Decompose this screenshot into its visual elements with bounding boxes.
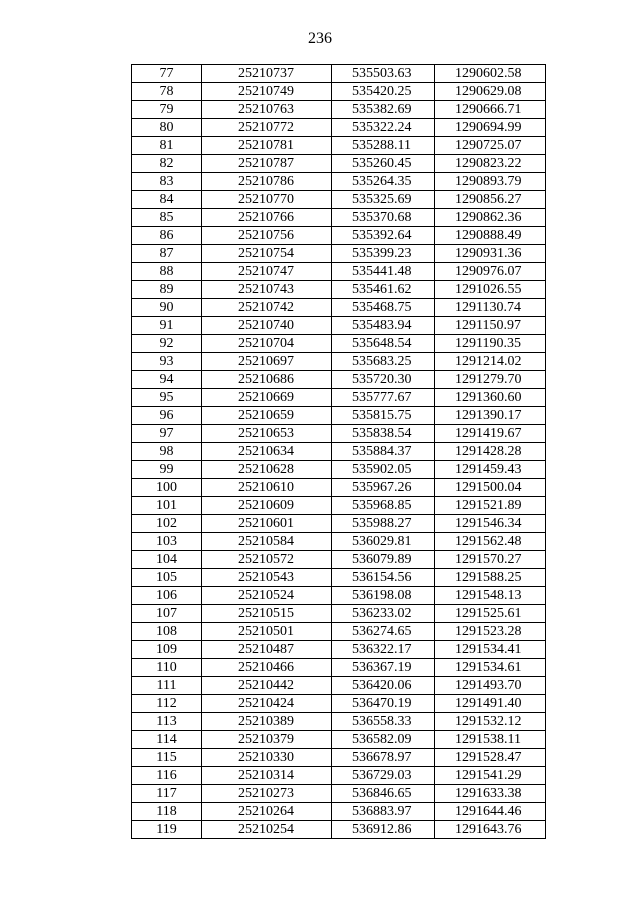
y-coordinate-cell: 1291360.60 (435, 389, 546, 407)
x-coordinate-cell: 535370.68 (332, 209, 435, 227)
table-row (132, 623, 546, 641)
x-coordinate-cell: 536233.02 (332, 605, 435, 623)
y-coordinate-cell: 1290931.36 (435, 245, 546, 263)
y-coordinate-cell: 1291523.28 (435, 623, 546, 641)
y-coordinate-cell: 1290976.07 (435, 263, 546, 281)
y-coordinate-cell: 1291214.02 (435, 353, 546, 371)
table-row (132, 551, 546, 569)
table-row (132, 497, 546, 515)
point-number-cell: 116 (132, 767, 202, 785)
point-number-cell: 86 (132, 227, 202, 245)
x-coordinate-cell: 536198.08 (332, 587, 435, 605)
y-coordinate-cell: 1291521.89 (435, 497, 546, 515)
y-coordinate-cell: 1291644.46 (435, 803, 546, 821)
point-number-cell: 92 (132, 335, 202, 353)
table-row (132, 191, 546, 209)
y-coordinate-cell: 1290893.79 (435, 173, 546, 191)
y-coordinate-cell: 1291279.70 (435, 371, 546, 389)
point-id-cell: 25210653 (202, 425, 332, 443)
point-id-cell: 25210442 (202, 677, 332, 695)
table-row (132, 785, 546, 803)
table-row (132, 803, 546, 821)
y-coordinate-cell: 1291532.12 (435, 713, 546, 731)
x-coordinate-cell: 535902.05 (332, 461, 435, 479)
point-number-cell: 109 (132, 641, 202, 659)
x-coordinate-cell: 535683.25 (332, 353, 435, 371)
x-coordinate-cell: 535382.69 (332, 101, 435, 119)
table-row (132, 137, 546, 155)
y-coordinate-cell: 1291534.61 (435, 659, 546, 677)
point-number-cell: 84 (132, 191, 202, 209)
x-coordinate-cell: 535441.48 (332, 263, 435, 281)
point-id-cell: 25210524 (202, 587, 332, 605)
table-row (132, 335, 546, 353)
point-id-cell: 25210572 (202, 551, 332, 569)
y-coordinate-cell: 1291390.17 (435, 407, 546, 425)
point-number-cell: 119 (132, 821, 202, 839)
point-id-cell: 25210704 (202, 335, 332, 353)
point-number-cell: 79 (132, 101, 202, 119)
point-number-cell: 97 (132, 425, 202, 443)
point-id-cell: 25210379 (202, 731, 332, 749)
point-number-cell: 90 (132, 299, 202, 317)
point-id-cell: 25210584 (202, 533, 332, 551)
point-number-cell: 94 (132, 371, 202, 389)
y-coordinate-cell: 1291419.67 (435, 425, 546, 443)
table-row (132, 371, 546, 389)
point-id-cell: 25210787 (202, 155, 332, 173)
x-coordinate-cell: 536912.86 (332, 821, 435, 839)
point-id-cell: 25210466 (202, 659, 332, 677)
table-row (132, 731, 546, 749)
point-id-cell: 25210772 (202, 119, 332, 137)
point-number-cell: 95 (132, 389, 202, 407)
x-coordinate-cell: 535884.37 (332, 443, 435, 461)
point-number-cell: 103 (132, 533, 202, 551)
table-row (132, 389, 546, 407)
x-coordinate-cell: 536420.06 (332, 677, 435, 695)
point-id-cell: 25210669 (202, 389, 332, 407)
point-id-cell: 25210273 (202, 785, 332, 803)
y-coordinate-cell: 1291570.27 (435, 551, 546, 569)
point-number-cell: 106 (132, 587, 202, 605)
point-number-cell: 83 (132, 173, 202, 191)
y-coordinate-cell: 1290888.49 (435, 227, 546, 245)
point-id-cell: 25210742 (202, 299, 332, 317)
table-row (132, 155, 546, 173)
point-number-cell: 100 (132, 479, 202, 497)
x-coordinate-cell: 536846.65 (332, 785, 435, 803)
point-id-cell: 25210424 (202, 695, 332, 713)
y-coordinate-cell: 1290694.99 (435, 119, 546, 137)
y-coordinate-cell: 1291588.25 (435, 569, 546, 587)
point-id-cell: 25210756 (202, 227, 332, 245)
table-row (132, 281, 546, 299)
point-id-cell: 25210786 (202, 173, 332, 191)
y-coordinate-cell: 1291150.97 (435, 317, 546, 335)
point-id-cell: 25210314 (202, 767, 332, 785)
point-number-cell: 99 (132, 461, 202, 479)
x-coordinate-cell: 536678.97 (332, 749, 435, 767)
x-coordinate-cell: 535838.54 (332, 425, 435, 443)
table-row (132, 605, 546, 623)
point-id-cell: 25210601 (202, 515, 332, 533)
y-coordinate-cell: 1291459.43 (435, 461, 546, 479)
x-coordinate-cell: 535322.24 (332, 119, 435, 137)
point-id-cell: 25210264 (202, 803, 332, 821)
point-id-cell: 25210487 (202, 641, 332, 659)
point-id-cell: 25210659 (202, 407, 332, 425)
table-row (132, 425, 546, 443)
y-coordinate-cell: 1291538.11 (435, 731, 546, 749)
x-coordinate-cell: 536154.56 (332, 569, 435, 587)
table-row (132, 479, 546, 497)
y-coordinate-cell: 1290862.36 (435, 209, 546, 227)
table-row (132, 695, 546, 713)
point-number-cell: 105 (132, 569, 202, 587)
x-coordinate-cell: 535720.30 (332, 371, 435, 389)
point-number-cell: 77 (132, 65, 202, 83)
table-row (132, 101, 546, 119)
point-id-cell: 25210686 (202, 371, 332, 389)
point-id-cell: 25210754 (202, 245, 332, 263)
point-id-cell: 25210389 (202, 713, 332, 731)
x-coordinate-cell: 535264.35 (332, 173, 435, 191)
y-coordinate-cell: 1291643.76 (435, 821, 546, 839)
point-number-cell: 115 (132, 749, 202, 767)
y-coordinate-cell: 1290629.08 (435, 83, 546, 101)
y-coordinate-cell: 1291528.47 (435, 749, 546, 767)
y-coordinate-cell: 1291548.13 (435, 587, 546, 605)
point-number-cell: 104 (132, 551, 202, 569)
point-number-cell: 111 (132, 677, 202, 695)
x-coordinate-cell: 535648.54 (332, 335, 435, 353)
table-row (132, 227, 546, 245)
point-number-cell: 102 (132, 515, 202, 533)
table-row (132, 569, 546, 587)
point-number-cell: 93 (132, 353, 202, 371)
point-number-cell: 98 (132, 443, 202, 461)
point-id-cell: 25210770 (202, 191, 332, 209)
point-number-cell: 89 (132, 281, 202, 299)
table-row (132, 209, 546, 227)
table-body (132, 65, 546, 839)
x-coordinate-cell: 535968.85 (332, 497, 435, 515)
x-coordinate-cell: 536322.17 (332, 641, 435, 659)
table-row (132, 641, 546, 659)
point-number-cell: 113 (132, 713, 202, 731)
x-coordinate-cell: 536367.19 (332, 659, 435, 677)
point-id-cell: 25210763 (202, 101, 332, 119)
point-id-cell: 25210501 (202, 623, 332, 641)
table-row (132, 263, 546, 281)
point-number-cell: 88 (132, 263, 202, 281)
x-coordinate-cell: 536729.03 (332, 767, 435, 785)
point-id-cell: 25210766 (202, 209, 332, 227)
y-coordinate-cell: 1290602.58 (435, 65, 546, 83)
x-coordinate-cell: 536470.19 (332, 695, 435, 713)
point-number-cell: 78 (132, 83, 202, 101)
x-coordinate-cell: 535461.62 (332, 281, 435, 299)
table-row (132, 407, 546, 425)
y-coordinate-cell: 1291525.61 (435, 605, 546, 623)
y-coordinate-cell: 1291562.48 (435, 533, 546, 551)
point-number-cell: 91 (132, 317, 202, 335)
y-coordinate-cell: 1291190.35 (435, 335, 546, 353)
x-coordinate-cell: 535777.67 (332, 389, 435, 407)
table-row (132, 713, 546, 731)
x-coordinate-cell: 536558.33 (332, 713, 435, 731)
x-coordinate-cell: 535288.11 (332, 137, 435, 155)
y-coordinate-cell: 1291130.74 (435, 299, 546, 317)
point-number-cell: 87 (132, 245, 202, 263)
x-coordinate-cell: 535420.25 (332, 83, 435, 101)
point-id-cell: 25210609 (202, 497, 332, 515)
point-id-cell: 25210543 (202, 569, 332, 587)
table-row (132, 749, 546, 767)
table-row (132, 119, 546, 137)
x-coordinate-cell: 536029.81 (332, 533, 435, 551)
x-coordinate-cell: 535468.75 (332, 299, 435, 317)
y-coordinate-cell: 1291633.38 (435, 785, 546, 803)
y-coordinate-cell: 1291428.28 (435, 443, 546, 461)
x-coordinate-cell: 535483.94 (332, 317, 435, 335)
table-row (132, 821, 546, 839)
table-row (132, 587, 546, 605)
y-coordinate-cell: 1290823.22 (435, 155, 546, 173)
point-number-cell: 114 (132, 731, 202, 749)
y-coordinate-cell: 1290725.07 (435, 137, 546, 155)
point-number-cell: 112 (132, 695, 202, 713)
point-number-cell: 81 (132, 137, 202, 155)
x-coordinate-cell: 535815.75 (332, 407, 435, 425)
point-id-cell: 25210747 (202, 263, 332, 281)
point-number-cell: 96 (132, 407, 202, 425)
point-number-cell: 110 (132, 659, 202, 677)
table-row (132, 299, 546, 317)
table-row (132, 443, 546, 461)
y-coordinate-cell: 1291493.70 (435, 677, 546, 695)
y-coordinate-cell: 1290666.71 (435, 101, 546, 119)
point-id-cell: 25210254 (202, 821, 332, 839)
table-row (132, 533, 546, 551)
table-row (132, 767, 546, 785)
point-id-cell: 25210743 (202, 281, 332, 299)
y-coordinate-cell: 1291534.41 (435, 641, 546, 659)
x-coordinate-cell: 535503.63 (332, 65, 435, 83)
y-coordinate-cell: 1291500.04 (435, 479, 546, 497)
point-id-cell: 25210628 (202, 461, 332, 479)
y-coordinate-cell: 1291491.40 (435, 695, 546, 713)
point-id-cell: 25210515 (202, 605, 332, 623)
y-coordinate-cell: 1291026.55 (435, 281, 546, 299)
point-number-cell: 117 (132, 785, 202, 803)
table-row (132, 65, 546, 83)
x-coordinate-cell: 536883.97 (332, 803, 435, 821)
point-id-cell: 25210781 (202, 137, 332, 155)
point-id-cell: 25210740 (202, 317, 332, 335)
y-coordinate-cell: 1291546.34 (435, 515, 546, 533)
point-id-cell: 25210697 (202, 353, 332, 371)
table-row (132, 461, 546, 479)
y-coordinate-cell: 1291541.29 (435, 767, 546, 785)
x-coordinate-cell: 535988.27 (332, 515, 435, 533)
x-coordinate-cell: 536274.65 (332, 623, 435, 641)
x-coordinate-cell: 536079.89 (332, 551, 435, 569)
x-coordinate-cell: 535967.26 (332, 479, 435, 497)
point-number-cell: 107 (132, 605, 202, 623)
coordinates-table (131, 64, 546, 839)
page-number: 236 (308, 30, 332, 47)
x-coordinate-cell: 535399.23 (332, 245, 435, 263)
table-row (132, 83, 546, 101)
table-row (132, 515, 546, 533)
y-coordinate-cell: 1290856.27 (435, 191, 546, 209)
point-number-cell: 108 (132, 623, 202, 641)
point-number-cell: 80 (132, 119, 202, 137)
point-number-cell: 82 (132, 155, 202, 173)
point-id-cell: 25210737 (202, 65, 332, 83)
x-coordinate-cell: 535260.45 (332, 155, 435, 173)
point-number-cell: 118 (132, 803, 202, 821)
table-row (132, 317, 546, 335)
x-coordinate-cell: 536582.09 (332, 731, 435, 749)
table-row (132, 659, 546, 677)
point-number-cell: 85 (132, 209, 202, 227)
x-coordinate-cell: 535325.69 (332, 191, 435, 209)
table-row (132, 173, 546, 191)
point-id-cell: 25210610 (202, 479, 332, 497)
point-number-cell: 101 (132, 497, 202, 515)
point-id-cell: 25210749 (202, 83, 332, 101)
x-coordinate-cell: 535392.64 (332, 227, 435, 245)
point-id-cell: 25210634 (202, 443, 332, 461)
point-id-cell: 25210330 (202, 749, 332, 767)
table-row (132, 353, 546, 371)
table-row (132, 245, 546, 263)
table-row (132, 677, 546, 695)
